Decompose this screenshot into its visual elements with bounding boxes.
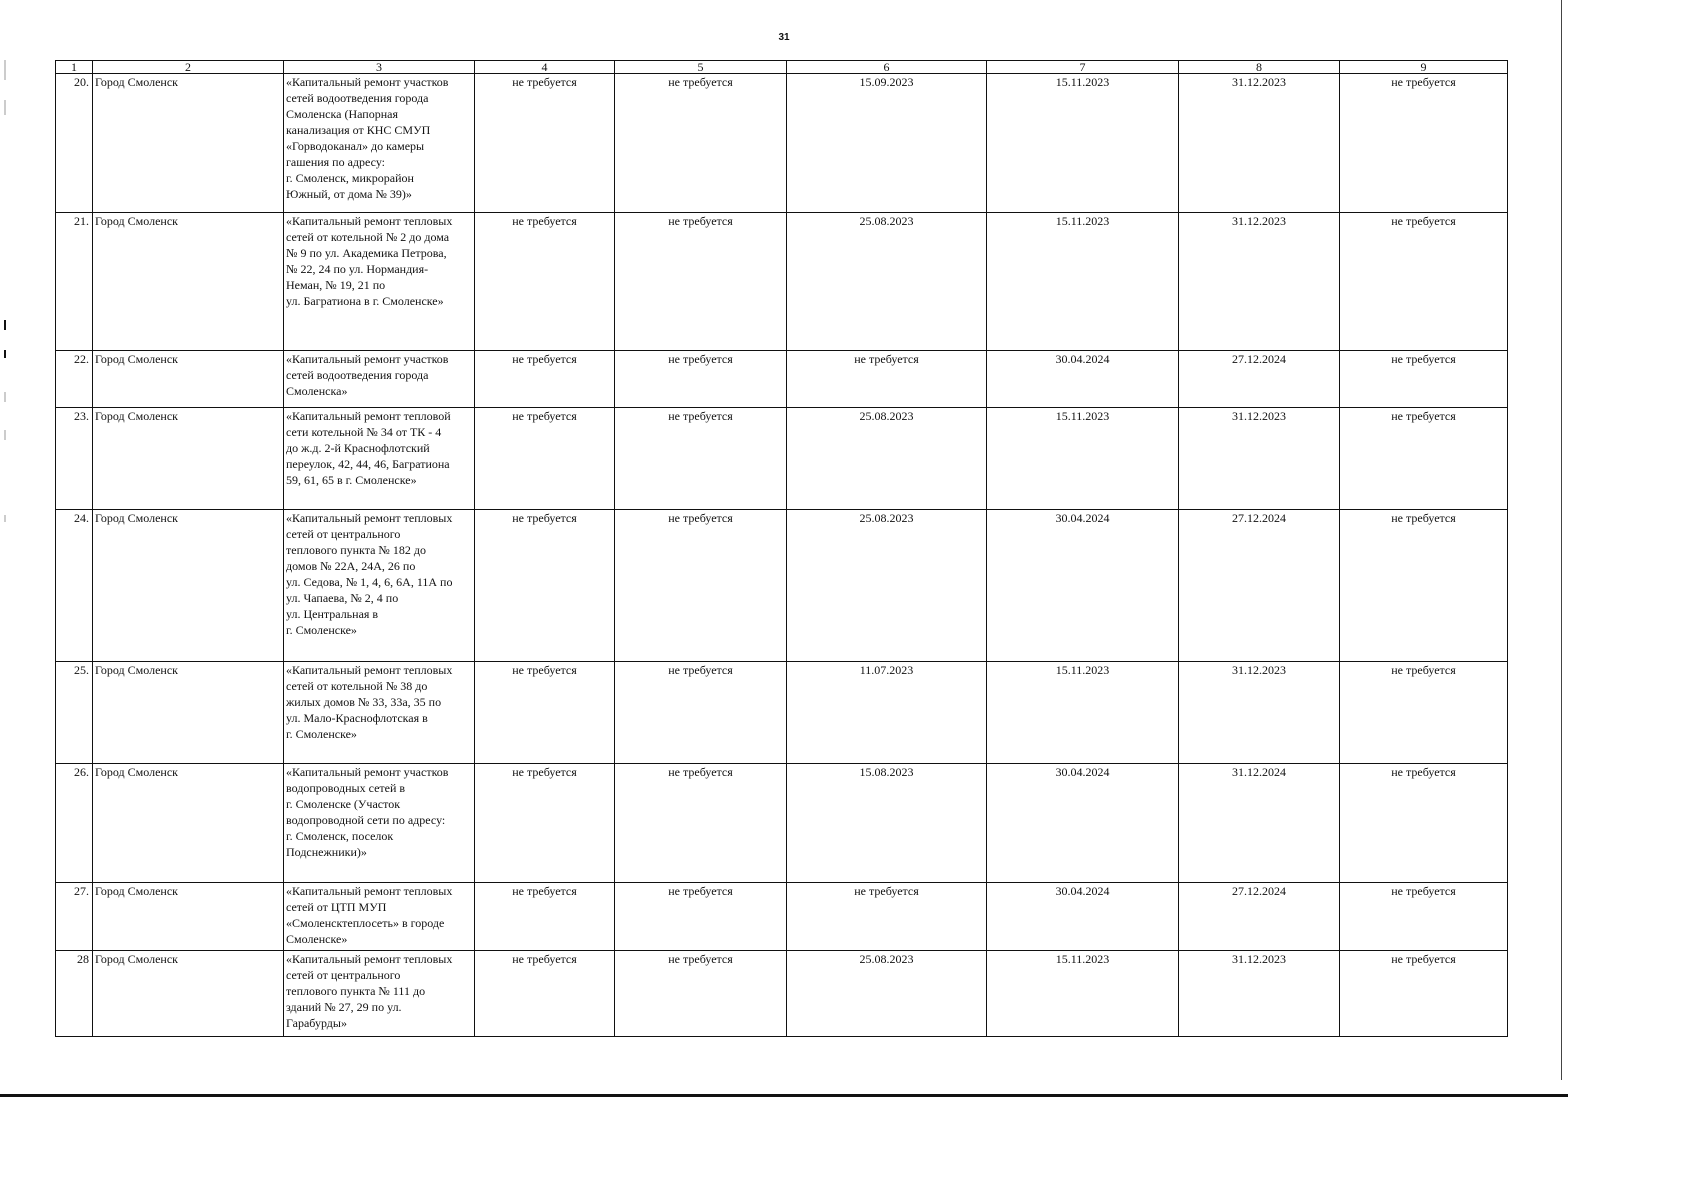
object-line: «Капитальный ремонт участков <box>286 765 449 779</box>
col5-cell: не требуется <box>615 951 787 1037</box>
col9-cell: не требуется <box>1340 74 1508 213</box>
object-line: «Капитальный ремонт тепловых <box>286 884 453 898</box>
object-line: № 22, 24 по ул. Нормандия- <box>286 262 429 276</box>
object-line: Гарабурды» <box>286 1016 347 1030</box>
col7-cell: 30.04.2024 <box>987 764 1179 883</box>
col6-cell: 15.09.2023 <box>787 74 987 213</box>
object-line: канализация от КНС СМУП <box>286 123 431 137</box>
col5-cell: не требуется <box>615 213 787 351</box>
object-line: ул. Центральная в <box>286 607 379 621</box>
col8-cell: 31.12.2023 <box>1179 662 1340 764</box>
col6-cell: 25.08.2023 <box>787 951 987 1037</box>
col9-cell: не требуется <box>1340 662 1508 764</box>
col7-cell: 15.11.2023 <box>987 662 1179 764</box>
table-row <box>56 74 1508 213</box>
row-number-cell: 20. <box>56 74 93 213</box>
col4-cell: не требуется <box>475 408 615 510</box>
table-row <box>56 351 1508 408</box>
col9-cell: не требуется <box>1340 351 1508 408</box>
col8-cell: 31.12.2024 <box>1179 764 1340 883</box>
page-number: 31 <box>778 32 790 43</box>
object-line: домов № 22А, 24А, 26 по <box>286 559 416 573</box>
object-line: сетей от ЦТП МУП <box>286 900 387 914</box>
col7-cell: 15.11.2023 <box>987 213 1179 351</box>
table-row <box>56 510 1508 662</box>
object-line: Южный, от дома № 39)» <box>286 187 412 201</box>
object-cell <box>284 74 475 213</box>
object-line: г. Смоленске» <box>286 727 357 741</box>
row-number-cell: 28 <box>56 951 93 1037</box>
object-line: теплового пункта № 182 до <box>286 543 426 557</box>
object-cell <box>284 351 475 408</box>
row-number-cell: 27. <box>56 883 93 951</box>
object-cell <box>284 510 475 662</box>
object-line: ул. Чапаева, № 2, 4 по <box>286 591 399 605</box>
object-line: зданий № 27, 29 по ул. <box>286 1000 402 1014</box>
col9-cell: не требуется <box>1340 764 1508 883</box>
object-line: г. Смоленске» <box>286 623 357 637</box>
object-cell <box>284 951 475 1037</box>
col4-cell: не требуется <box>475 510 615 662</box>
col4-cell: не требуется <box>475 662 615 764</box>
data-table <box>55 60 1508 1037</box>
object-line: сетей от котельной № 2 до дома <box>286 230 450 244</box>
column-header: 1 <box>56 61 93 74</box>
col4-cell: не требуется <box>475 764 615 883</box>
col7-cell: 30.04.2024 <box>987 883 1179 951</box>
col8-cell: 27.12.2024 <box>1179 883 1340 951</box>
place-cell: Город Смоленск <box>93 74 284 213</box>
object-line: гашения по адресу: <box>286 155 385 169</box>
col8-cell: 31.12.2023 <box>1179 213 1340 351</box>
col6-cell: не требуется <box>787 883 987 951</box>
column-header: 7 <box>987 61 1179 74</box>
place-cell: Город Смоленск <box>93 883 284 951</box>
column-header: 3 <box>284 61 475 74</box>
object-cell <box>284 764 475 883</box>
object-line: сетей от центрального <box>286 968 401 982</box>
header-row <box>56 61 1508 74</box>
column-header: 2 <box>93 61 284 74</box>
col8-cell: 31.12.2023 <box>1179 74 1340 213</box>
col6-cell: не требуется <box>787 351 987 408</box>
col7-cell: 30.04.2024 <box>987 351 1179 408</box>
object-line: «Капитальный ремонт тепловых <box>286 952 453 966</box>
object-line: Неман, № 19, 21 по <box>286 278 386 292</box>
col6-cell: 25.08.2023 <box>787 408 987 510</box>
object-line: Подснежники)» <box>286 845 367 859</box>
table-row <box>56 408 1508 510</box>
place-cell: Город Смоленск <box>93 951 284 1037</box>
col7-cell: 15.11.2023 <box>987 408 1179 510</box>
scan-bottom-rule <box>0 1094 1568 1097</box>
table-body <box>56 74 1508 1037</box>
object-line: ул. Седова, № 1, 4, 6, 6А, 11А по <box>286 575 453 589</box>
col5-cell: не требуется <box>615 408 787 510</box>
col9-cell: не требуется <box>1340 213 1508 351</box>
col6-cell: 15.08.2023 <box>787 764 987 883</box>
col4-cell: не требуется <box>475 951 615 1037</box>
col5-cell: не требуется <box>615 510 787 662</box>
object-line: сетей от центрального <box>286 527 401 541</box>
table-row <box>56 951 1508 1037</box>
object-line: ул. Багратиона в г. Смоленске» <box>286 294 444 308</box>
object-line: 59, 61, 65 в г. Смоленске» <box>286 473 417 487</box>
object-line: ул. Мало-Краснофлотская в <box>286 711 428 725</box>
col5-cell: не требуется <box>615 351 787 408</box>
row-number-cell: 23. <box>56 408 93 510</box>
object-line: «Горводоканал» до камеры <box>286 139 425 153</box>
col5-cell: не требуется <box>615 662 787 764</box>
col8-cell: 31.12.2023 <box>1179 951 1340 1037</box>
col6-cell: 25.08.2023 <box>787 510 987 662</box>
col9-cell: не требуется <box>1340 408 1508 510</box>
place-cell: Город Смоленск <box>93 408 284 510</box>
object-line: сетей от котельной № 38 до <box>286 679 428 693</box>
col8-cell: 27.12.2024 <box>1179 510 1340 662</box>
object-line: водопроводных сетей в <box>286 781 406 795</box>
scan-right-edge <box>1561 0 1566 1080</box>
col8-cell: 31.12.2023 <box>1179 408 1340 510</box>
place-cell: Город Смоленск <box>93 510 284 662</box>
col7-cell: 30.04.2024 <box>987 510 1179 662</box>
object-line: «Капитальный ремонт участков <box>286 75 449 89</box>
object-cell <box>284 213 475 351</box>
col5-cell: не требуется <box>615 74 787 213</box>
column-header: 8 <box>1179 61 1340 74</box>
object-line: «Смоленсктеплосеть» в городе <box>286 916 445 930</box>
object-cell <box>284 408 475 510</box>
scan-margin-marks <box>0 0 10 1104</box>
object-line: г. Смоленск, микрорайон <box>286 171 414 185</box>
column-header: 6 <box>787 61 987 74</box>
table-row <box>56 883 1508 951</box>
col4-cell: не требуется <box>475 213 615 351</box>
column-header: 4 <box>475 61 615 74</box>
col9-cell: не требуется <box>1340 510 1508 662</box>
object-line: до ж.д. 2-й Краснофлотский <box>286 441 430 455</box>
object-line: переулок, 42, 44, 46, Багратиона <box>286 457 450 471</box>
place-cell: Город Смоленск <box>93 213 284 351</box>
row-number-cell: 21. <box>56 213 93 351</box>
col6-cell: 25.08.2023 <box>787 213 987 351</box>
object-cell <box>284 883 475 951</box>
col7-cell: 15.11.2023 <box>987 74 1179 213</box>
object-cell <box>284 662 475 764</box>
object-line: № 9 по ул. Академика Петрова, <box>286 246 447 260</box>
row-number-cell: 26. <box>56 764 93 883</box>
object-line: г. Смоленск, поселок <box>286 829 394 843</box>
col5-cell: не требуется <box>615 883 787 951</box>
object-line: теплового пункта № 111 до <box>286 984 426 998</box>
object-line: сетей водоотведения города <box>286 91 429 105</box>
col5-cell: не требуется <box>615 764 787 883</box>
object-line: «Капитальный ремонт тепловых <box>286 663 453 677</box>
object-line: «Капитальный ремонт тепловых <box>286 214 453 228</box>
object-line: Смоленска (Напорная <box>286 107 398 121</box>
col8-cell: 27.12.2024 <box>1179 351 1340 408</box>
object-line: жилых домов № 33, 33а, 35 по <box>286 695 442 709</box>
col6-cell: 11.07.2023 <box>787 662 987 764</box>
object-line: «Капитальный ремонт участков <box>286 352 449 366</box>
column-header: 9 <box>1340 61 1508 74</box>
object-line: водопроводной сети по адресу: <box>286 813 446 827</box>
object-line: Смоленска» <box>286 384 348 398</box>
place-cell: Город Смоленск <box>93 662 284 764</box>
row-number-cell: 25. <box>56 662 93 764</box>
col4-cell: не требуется <box>475 351 615 408</box>
table-row <box>56 662 1508 764</box>
object-line: «Капитальный ремонт тепловой <box>286 409 451 423</box>
place-cell: Город Смоленск <box>93 351 284 408</box>
object-line: г. Смоленске (Участок <box>286 797 401 811</box>
col7-cell: 15.11.2023 <box>987 951 1179 1037</box>
col4-cell: не требуется <box>475 883 615 951</box>
object-line: сетей водоотведения города <box>286 368 429 382</box>
table-row <box>56 764 1508 883</box>
place-cell: Город Смоленск <box>93 764 284 883</box>
col9-cell: не требуется <box>1340 951 1508 1037</box>
row-number-cell: 24. <box>56 510 93 662</box>
object-line: сети котельной № 34 от ТК - 4 <box>286 425 442 439</box>
object-line: «Капитальный ремонт тепловых <box>286 511 453 525</box>
object-line: Смоленске» <box>286 932 348 946</box>
table-row <box>56 213 1508 351</box>
scan-artifact-icon <box>0 0 10 1104</box>
col4-cell: не требуется <box>475 74 615 213</box>
col9-cell: не требуется <box>1340 883 1508 951</box>
column-header: 5 <box>615 61 787 74</box>
row-number-cell: 22. <box>56 351 93 408</box>
